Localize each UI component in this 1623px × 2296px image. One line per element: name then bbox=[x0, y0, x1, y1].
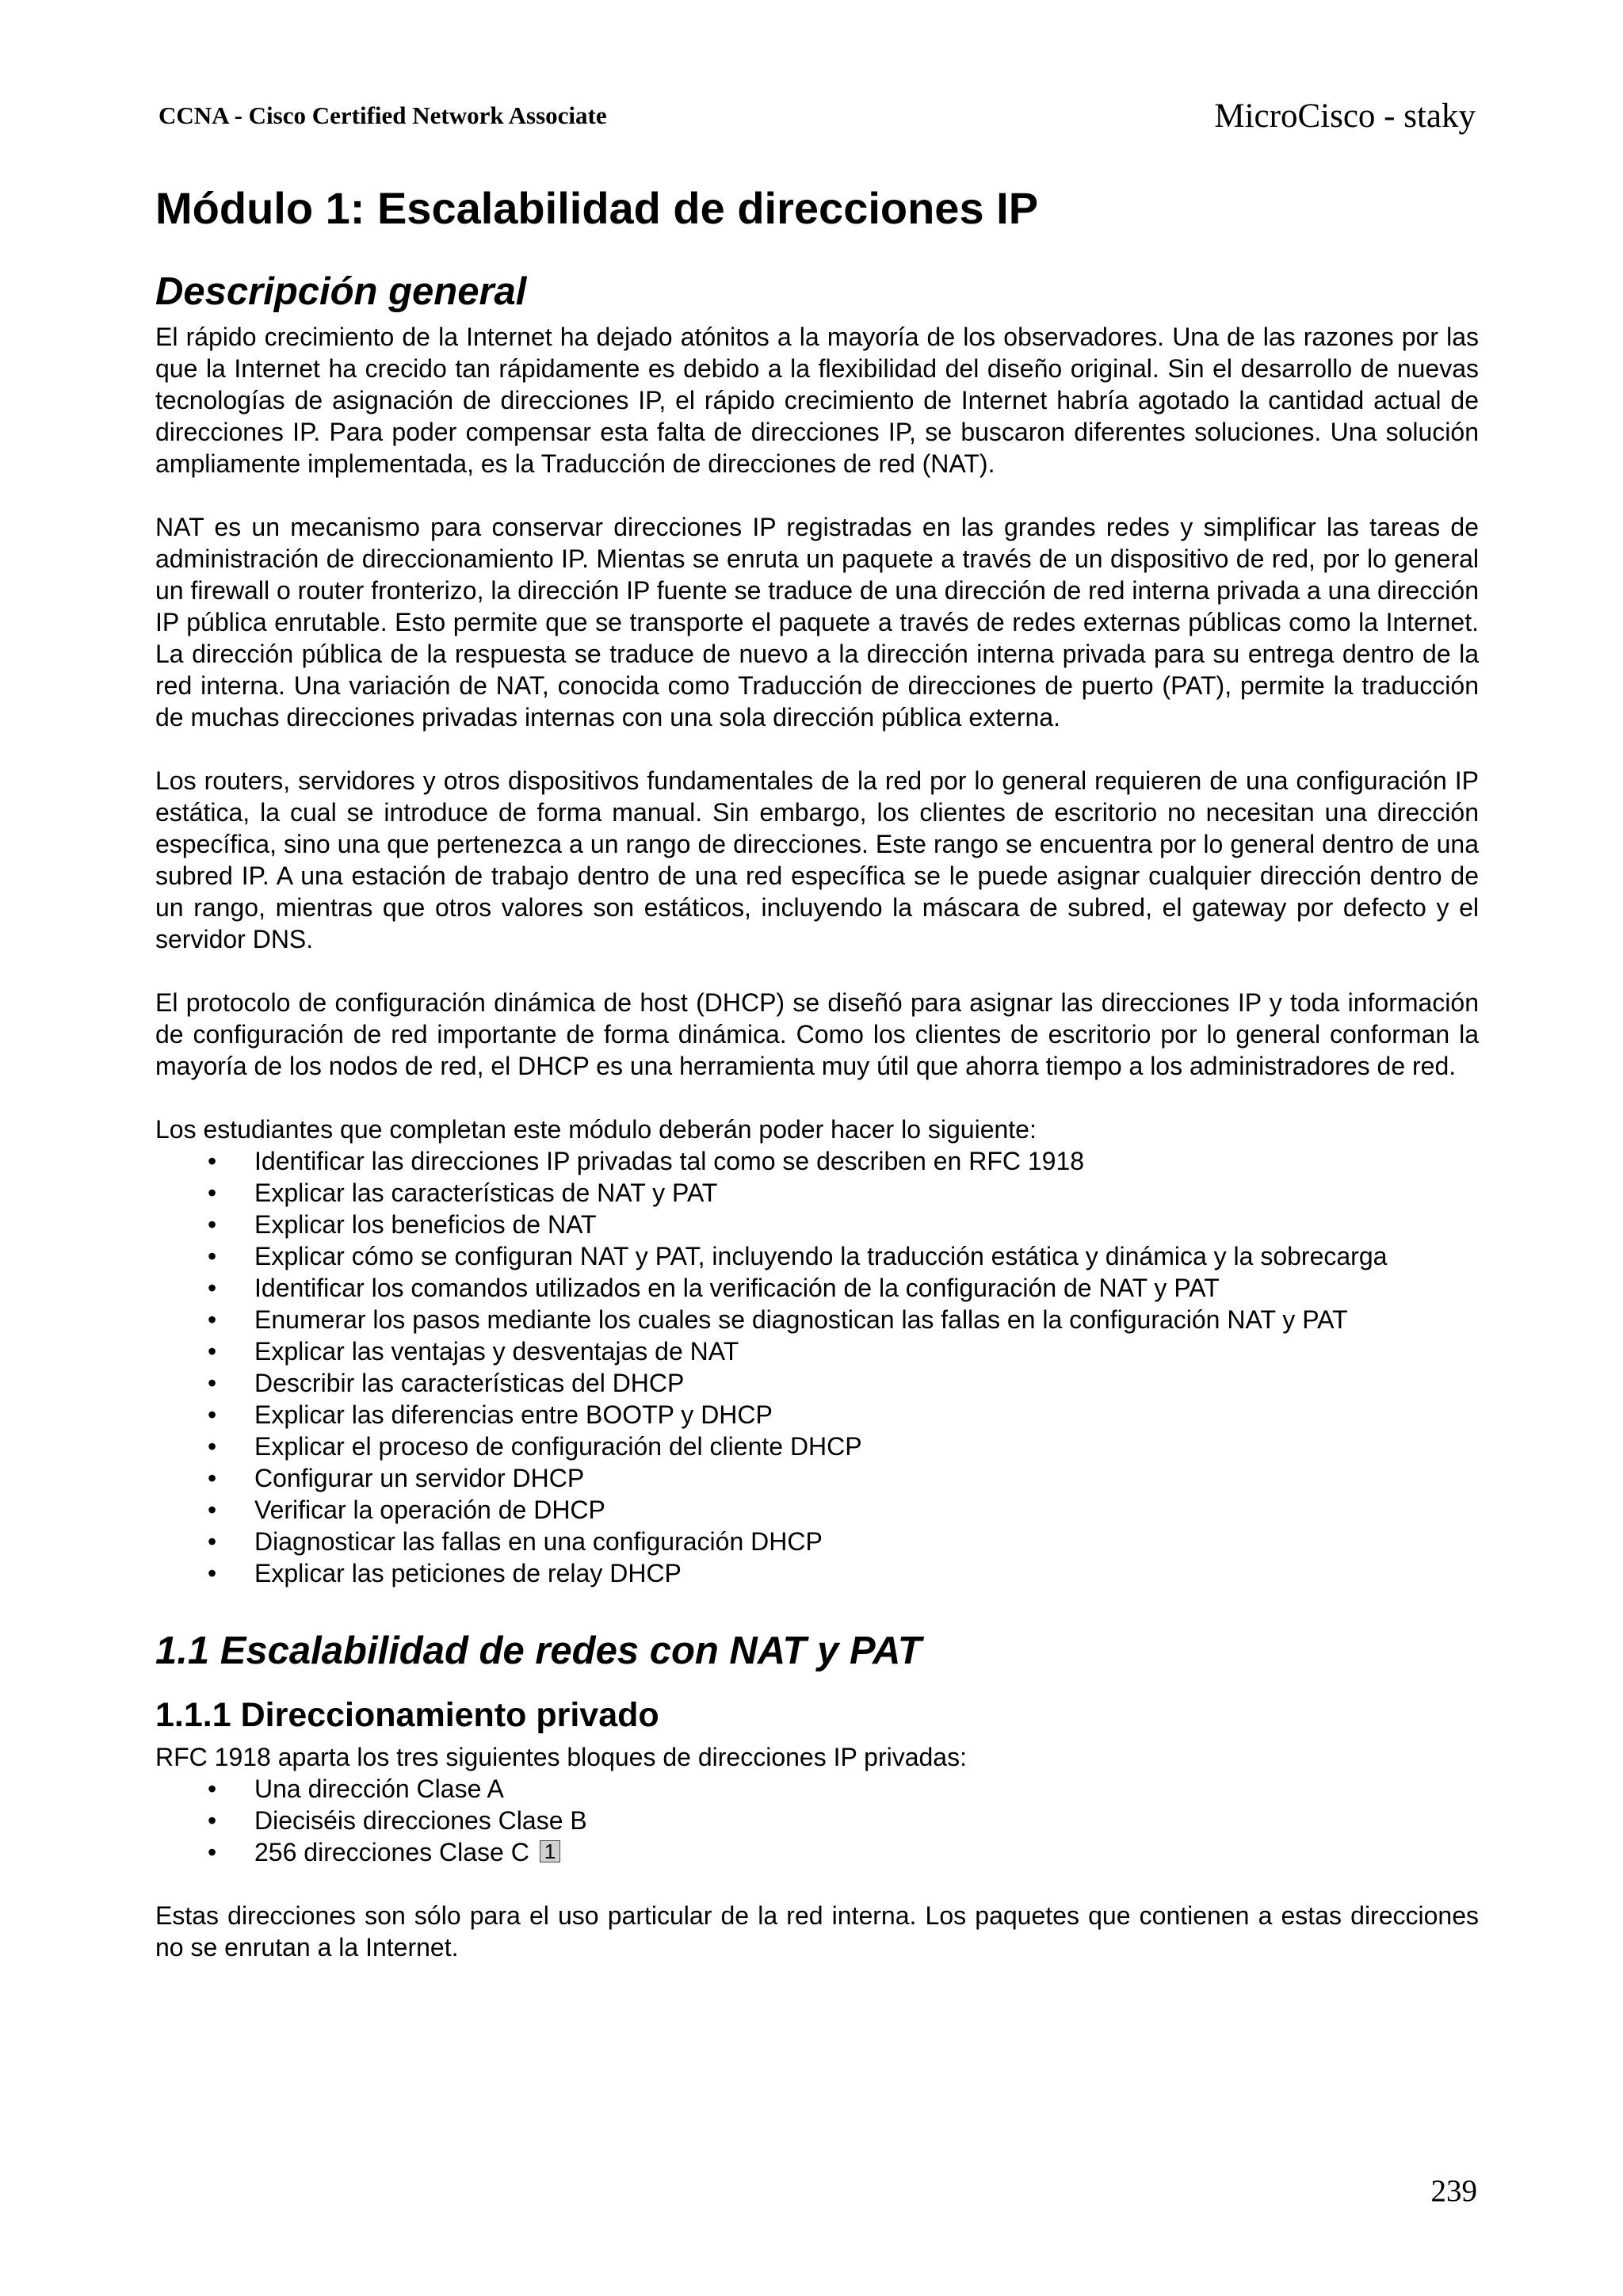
bullet-icon: • bbox=[208, 1210, 217, 1240]
list-item: • Explicar las ventajas y desventajas de NAT bbox=[208, 1337, 739, 1366]
section-1-1-1-heading: 1.1.1 Direccionamiento privado bbox=[155, 1696, 659, 1735]
list-item: • Identificar los comandos utilizados en la verificación de la configuración de NAT y PAT bbox=[208, 1274, 1220, 1303]
running-header-right: MicroCisco - staky bbox=[1214, 97, 1476, 135]
list-item: • Explicar las características de NAT y PAT bbox=[208, 1179, 718, 1208]
rfc1918-intro: RFC 1918 aparta los tres siguientes bloques de direcciones IP privadas: bbox=[155, 1742, 967, 1771]
page-number: 239 bbox=[1430, 2174, 1477, 2208]
overview-paragraph-1: El rápido crecimiento de la Internet ha dejado atónitos a la mayoría de los observadores. Una de las razones por las que la Internet ha crecido tan rápidamente es debido a la flexibilidad del diseño original. Sin el desarrollo de nuevas tecnologías de asignación de direcciones IP, el rápido crecimiento de Internet habría agotado la cantidad actual de direcciones IP. Para poder compensar esta falta de direcciones IP, se buscaron diferentes soluciones. Una solución ampliamente implementada, es la Traducción de direcciones de red (NAT). bbox=[155, 323, 1479, 479]
bullet-icon: • bbox=[208, 1774, 217, 1803]
list-item: • Identificar las direcciones IP privadas tal como se describen en RFC 1918 bbox=[208, 1147, 1085, 1176]
list-item: • Explicar el proceso de configuración del cliente DHCP bbox=[208, 1432, 862, 1461]
private-blocks-list bbox=[155, 1773, 1479, 1868]
list-item: • Explicar los beneficios de NAT bbox=[208, 1210, 597, 1240]
figure-reference-badge[interactable]: 1 bbox=[540, 1840, 560, 1862]
list-item: • Explicar las peticiones de relay DHCP bbox=[208, 1559, 682, 1588]
bullet-icon: • bbox=[208, 1400, 217, 1430]
list-item: • Enumerar los pasos mediante los cuales se diagnostican las fallas en la configuración NAT y PAT bbox=[208, 1305, 1348, 1335]
list-item: • Una dirección Clase A bbox=[208, 1774, 504, 1803]
list-item: • Dieciséis direcciones Clase B bbox=[208, 1805, 587, 1835]
list-item: • 256 direcciones Clase C 1 bbox=[155, 1836, 1479, 1868]
objectives-list bbox=[155, 1145, 1479, 1589]
running-header-left: CCNA - Cisco Certified Network Associate bbox=[158, 101, 607, 129]
module-title: Módulo 1: Escalabilidad de direcciones IP bbox=[155, 183, 1039, 233]
page-content bbox=[155, 184, 1479, 1995]
section-1-1-heading: 1.1 Escalabilidad de redes con NAT y PAT bbox=[155, 1629, 922, 1673]
bullet-icon: • bbox=[208, 1305, 217, 1335]
bullet-icon: • bbox=[208, 1147, 217, 1176]
bullet-icon: • bbox=[208, 1337, 217, 1366]
overview-paragraph-3: Los routers, servidores y otros dispositivos fundamentales de la red por lo general requieren de una configuración IP estática, la cual se introduce de forma manual. Sin embargo, los clientes de escritorio no necesitan una dirección específica, sino una que pertenezca a un rango de direcciones. Este rango se encuentra por lo general dentro de una subred IP. A una estación de trabajo dentro de una red específica se le puede asignar cualquier dirección dentro de un rango, mientras que otros valores son estáticos, incluyendo la máscara de subred, el gateway por defecto y el servidor DNS. bbox=[155, 766, 1479, 954]
private-addresses-closing: Estas direcciones son sólo para el uso particular de la red interna. Los paquetes que contienen a estas direcciones no se enrutan a la Internet. bbox=[155, 1901, 1479, 1962]
list-item: • Verificar la operación de DHCP bbox=[208, 1496, 605, 1525]
overview-paragraph-4: El protocolo de configuración dinámica de host (DHCP) se diseñó para asignar las direcciones IP y toda información de configuración de red importante de forma dinámica. Como los clientes de escritorio por lo general conforman la mayoría de los nodos de red, el DHCP es una herramienta muy útil que ahorra tiempo a los administradores de red. bbox=[155, 988, 1479, 1081]
list-item: • Explicar cómo se configuran NAT y PAT, incluyendo la traducción estática y dinámica y la sobrecarga bbox=[208, 1242, 1388, 1271]
overview-paragraph-2: NAT es un mecanismo para conservar direcciones IP registradas en las grandes redes y simplificar las tareas de administración de direccionamiento IP. Mientas se enruta un paquete a través de un dispositivo de red, por lo general un firewall o router fronterizo, la dirección IP fuente se traduce de una dirección de red interna privada a una dirección IP pública enrutable. Esto permite que se transporte el paquete a través de redes externas públicas como la Internet. La dirección pública de la respuesta se traduce de nuevo a la dirección interna privada para su entrega dentro de la red interna. Una variación de NAT, conocida como Traducción de direcciones de puerto (PAT), permite la traducción de muchas direcciones privadas internas con una sola dirección pública externa. bbox=[155, 513, 1479, 732]
bullet-icon: • bbox=[208, 1179, 217, 1208]
bullet-icon: • bbox=[208, 1527, 217, 1557]
bullet-icon: • bbox=[208, 1805, 217, 1835]
bullet-icon: • bbox=[208, 1242, 217, 1271]
bullet-icon: • bbox=[208, 1464, 217, 1493]
bullet-icon: • bbox=[208, 1432, 217, 1461]
bullet-icon: • bbox=[208, 1369, 217, 1398]
list-item: • Configurar un servidor DHCP bbox=[208, 1464, 585, 1493]
bullet-icon: • bbox=[208, 1274, 217, 1303]
list-item: • Diagnosticar las fallas en una configuración DHCP bbox=[208, 1527, 823, 1557]
objectives-intro: Los estudiantes que completan este módulo deberán poder hacer lo siguiente: bbox=[155, 1115, 1037, 1144]
list-item: • Explicar las diferencias entre BOOTP y DHCP bbox=[208, 1400, 773, 1430]
list-item: • Describir las características del DHCP bbox=[208, 1369, 685, 1398]
bullet-icon: • bbox=[208, 1837, 217, 1866]
bullet-icon: • bbox=[208, 1496, 217, 1525]
bullet-icon: • bbox=[208, 1559, 217, 1588]
overview-heading: Descripción general bbox=[155, 269, 527, 313]
